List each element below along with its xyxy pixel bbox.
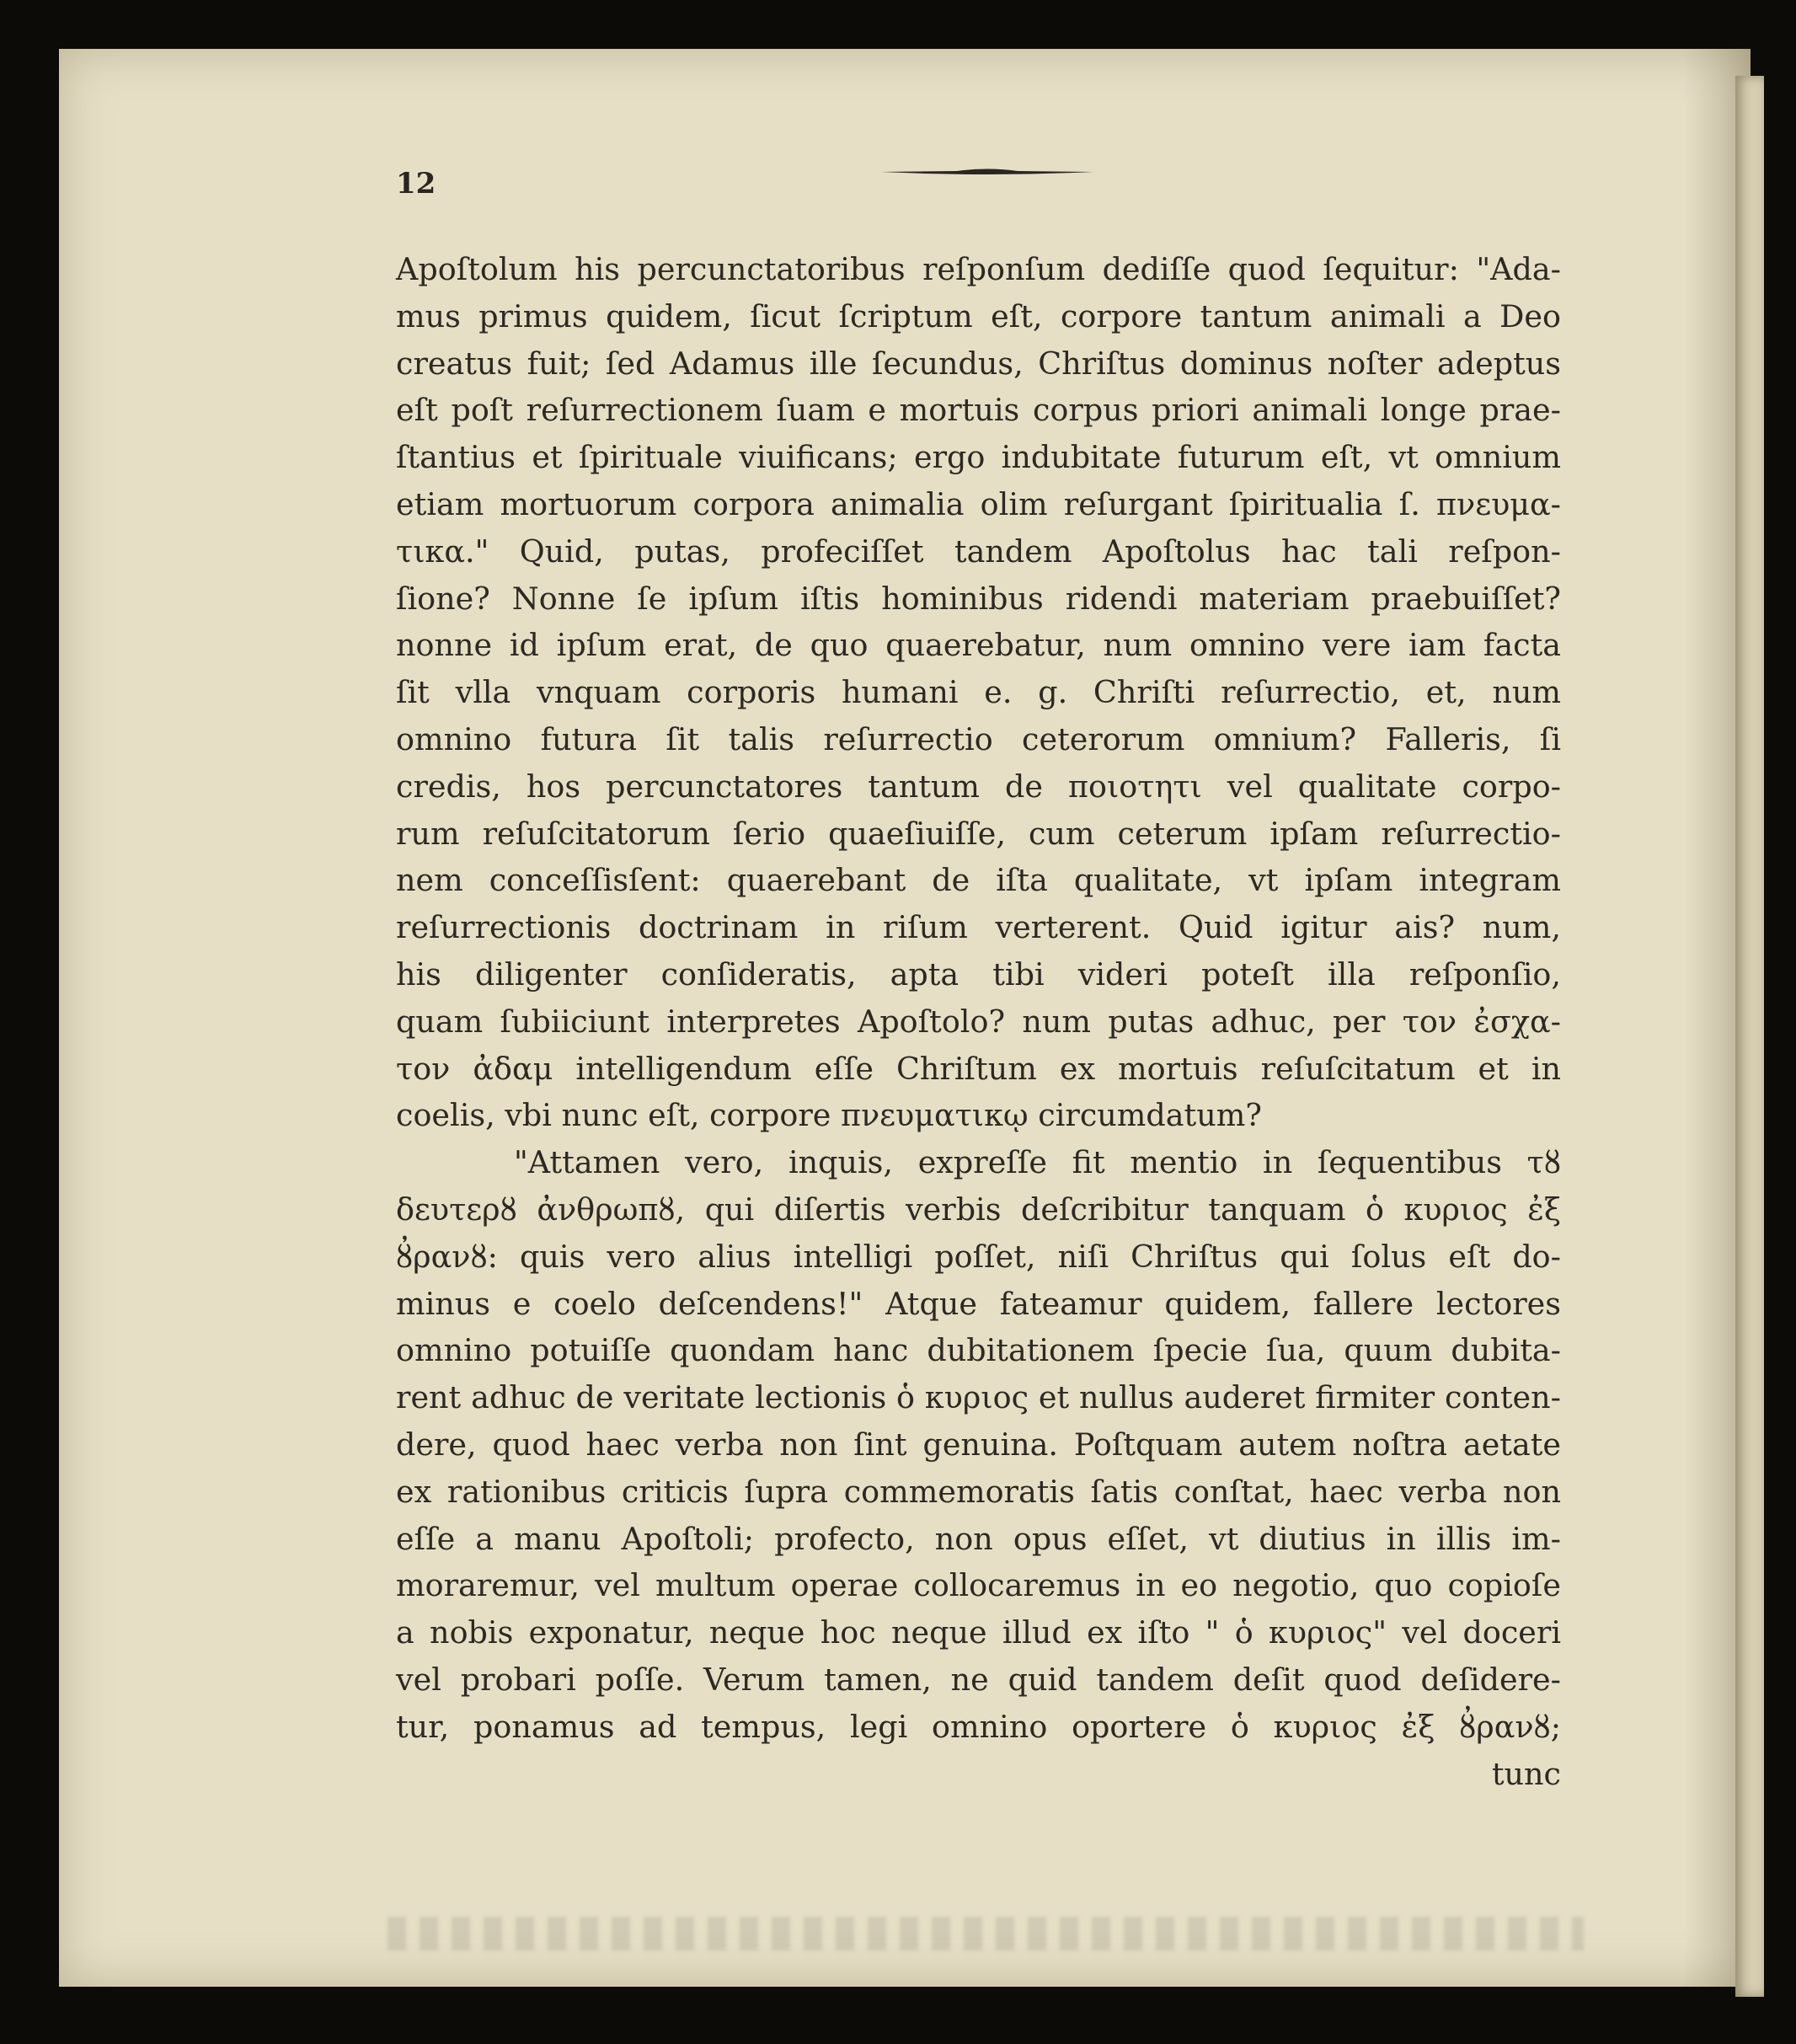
text-line: rum reſuſcitatorum ſerio quaeſiuiſſe, cum ceterum ipſam reſurrectio- — [396, 815, 1561, 852]
text-line: omnino potuiſſe quondam hanc dubitationem ſpecie ſua, quum dubita- — [396, 1332, 1561, 1369]
text-line: "Attamen vero, inquis, expreſſe fit mentio in ſequentibus τȣ — [514, 1144, 1561, 1181]
text-line: Apoſtolum his percunctatoribus reſponſum dediſſe quod ſequitur: "Ada- — [396, 251, 1561, 287]
body-text — [396, 246, 1561, 1797]
text-line: tur, ponamus ad tempus, legi omnino oportere ὁ κυριος ἐξ ȣ̓ρανȣ; — [396, 1708, 1561, 1745]
page-gutter — [1735, 76, 1764, 1997]
text-line: eſſe a manu Apoſtoli; profecto, non opus eſſet, vt diutius in illis im- — [396, 1520, 1561, 1557]
text-line: coelis, vbi nunc eſt, corpore πνευματικῳ circumdatum? — [396, 1097, 1262, 1134]
text-line: omnino futura ſit talis reſurrectio ceterorum omnium? Falleris, ſi — [396, 720, 1561, 757]
text-line: credis, hos percunctatores tantum de ποιοτητι vel qualitate corpo- — [396, 768, 1561, 805]
text-line: τικα." Quid, putas, profeciſſet tandem Apoſtolus hac tali reſpon- — [396, 532, 1561, 570]
text-line: ſit vlla vnquam corporis humani e. g. Chriſti reſurrectio, et, num — [396, 674, 1561, 711]
text-line: vel probari poſſe. Verum tamen, ne quid tandem deſit quod deſidere- — [396, 1661, 1561, 1698]
text-line: ſione? Nonne ſe ipſum iſtis hominibus ridendi materiam praebuiſſet? — [396, 580, 1561, 617]
text-line: τον ἀδαμ intelligendum eſſe Chriſtum ex mortuis reſuſcitatum et in — [396, 1050, 1561, 1087]
header-ornament — [881, 167, 1093, 177]
text-line: his diligenter conſideratis, apta tibi videri poteſt illa reſponſio, — [396, 955, 1561, 993]
text-line: reſurrectionis doctrinam in riſum verterent. Quid igitur ais? num, — [396, 909, 1561, 946]
text-line: mus primus quidem, ſicut ſcriptum eſt, corpore tantum animali a Deo — [396, 297, 1561, 334]
text-line: δευτερȣ ἀνθρωπȣ, qui diſertis verbis deſcribitur tanquam ὁ κυριος ἐξ — [396, 1191, 1561, 1228]
text-line: ȣ̓ρανȣ: quis vero alius intelligi poſſet, niſi Chriſtus qui ſolus eſt do- — [396, 1238, 1561, 1275]
bleed-through-text — [388, 1917, 1584, 1950]
text-line: ſtantius et ſpirituale viuificans; ergo indubitate futurum eſt, vt omnium — [396, 439, 1561, 476]
text-line: a nobis exponatur, neque hoc neque illud ex iſto " ὁ κυριος" vel doceri — [396, 1614, 1561, 1651]
text-line: minus e coelo deſcendens!" Atque fateamur quidem, fallere lectores — [396, 1285, 1561, 1322]
text-line: creatus fuit; ſed Adamus ille ſecundus, Chriſtus dominus noſter adeptus — [396, 345, 1561, 382]
text-line: eſt poſt reſurrectionem ſuam e mortuis corpus priori animali longe prae- — [396, 392, 1561, 429]
text-line: rent adhuc de veritate lectionis ὁ κυριος et nullus auderet firmiter conten- — [396, 1379, 1561, 1416]
text-line: ex rationibus criticis ſupra commemoratis ſatis conſtat, haec verba non — [396, 1473, 1561, 1510]
text-line: moraremur, vel multum operae collocaremus in eo negotio, quo copioſe — [396, 1567, 1561, 1604]
page-number: 12 — [396, 167, 436, 201]
text-line: etiam mortuorum corpora animalia olim reſurgant ſpiritualia ſ. πνευμα- — [396, 485, 1561, 522]
catchword: tunc — [1491, 1755, 1561, 1792]
text-line: dere, quod haec verba non ſint genuina. Poſtquam autem noſtra aetate — [396, 1426, 1561, 1463]
text-line: quam ſubiiciunt interpretes Apoſtolo? num putas adhuc, per τον ἐσχα- — [396, 1003, 1561, 1040]
text-line: nonne id ipſum erat, de quo quaerebatur, num omnino vere iam facta — [396, 627, 1561, 664]
text-line: nem conceſſisſent: quaerebant de iſta qualitate, vt ipſam integram — [396, 862, 1561, 899]
